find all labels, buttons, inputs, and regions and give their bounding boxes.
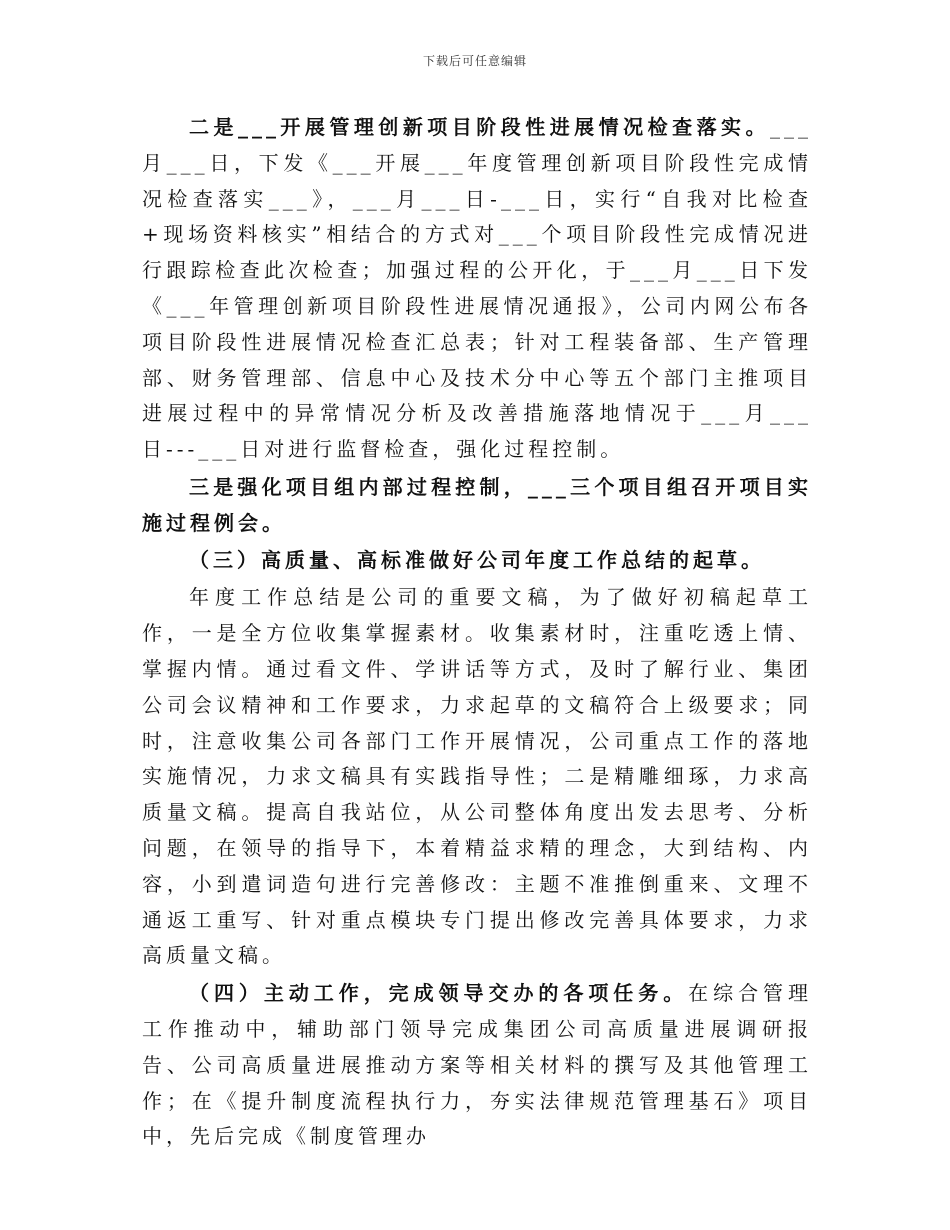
paragraph-annual-summary: [142, 580, 812, 974]
section-4-paragraph: [142, 976, 812, 1155]
paragraph-heading: 三是强化项目组内部过程控制，___三个项目组召开项目实施过程例会。: [142, 474, 812, 535]
paragraph-text: ___月___日，下发《___开展___年度管理创新项目阶段性完成情况检查落实___》，___月___日-___日，实行“自我对比检查+现场资料核实”相结合的方式对___个项目阶段性完成情况进行跟踪检查此次检查；加强过程的公开化，于___月___日下发《___年管理创新项目阶段性进展情况通报》，公司内网公布各项目阶段性进展情况检查汇总表；针对工程装备部、生产管理部、财务管理部、信息中心及技术分中心等五个部门主推项目进展过程中的异常情况分析及改善措施落地情况于___月___日---___日对进行监督检查，强化过程控制。: [142, 115, 812, 462]
section-heading-3: [142, 543, 812, 579]
paragraph-heading: 二是___开展管理创新项目阶段性进展情况检查落实。: [189, 115, 770, 139]
page-header: 下载后可任意编辑: [422, 54, 527, 68]
paragraph-text: 年度工作总结是公司的重要文稿，为了做好初稿起草工作，一是全方位收集掌握素材。收集素材时，注重吃透上情、掌握内情。通过看文件、学讲话等方式，及时了解行业、集团公司会议精神和工作要求，力求起草的文稿符合上级要求；同时，注意收集公司各部门工作开展情况，公司重点工作的落地实施情况，力求文稿具有实践指导性；二是精雕细琢，力求高质量文稿。提高自我站位，从公司整体角度出发去思考、分析问题，在领导的指导下，本着精益求精的理念，大到结构、内容，小到遣词造句进行完善修改：主题不准推倒重来、文理不通返工重写、针对重点模块专门提出修改完善具体要求，力求高质量文稿。: [142, 585, 812, 968]
section-heading: （四）主动工作，完成领导交办的各项任务。: [189, 981, 689, 1006]
document-body: [142, 110, 812, 1155]
paragraph-2-stage-check: [142, 110, 812, 468]
section-heading: （三）高质量、高标准做好公司年度工作总结的起草。: [189, 547, 765, 572]
paragraph-3-process-control: [142, 470, 812, 542]
paragraph-text: 在综合管理工作推动中，辅助部门领导完成集团公司高质量进展调研报告、公司高质量进展推动方案等相关材料的撰写及其他管理工作；在《提升制度流程执行力，夯实法律规范管理基石》项目中，先后完成《制度管理办: [142, 981, 813, 1149]
